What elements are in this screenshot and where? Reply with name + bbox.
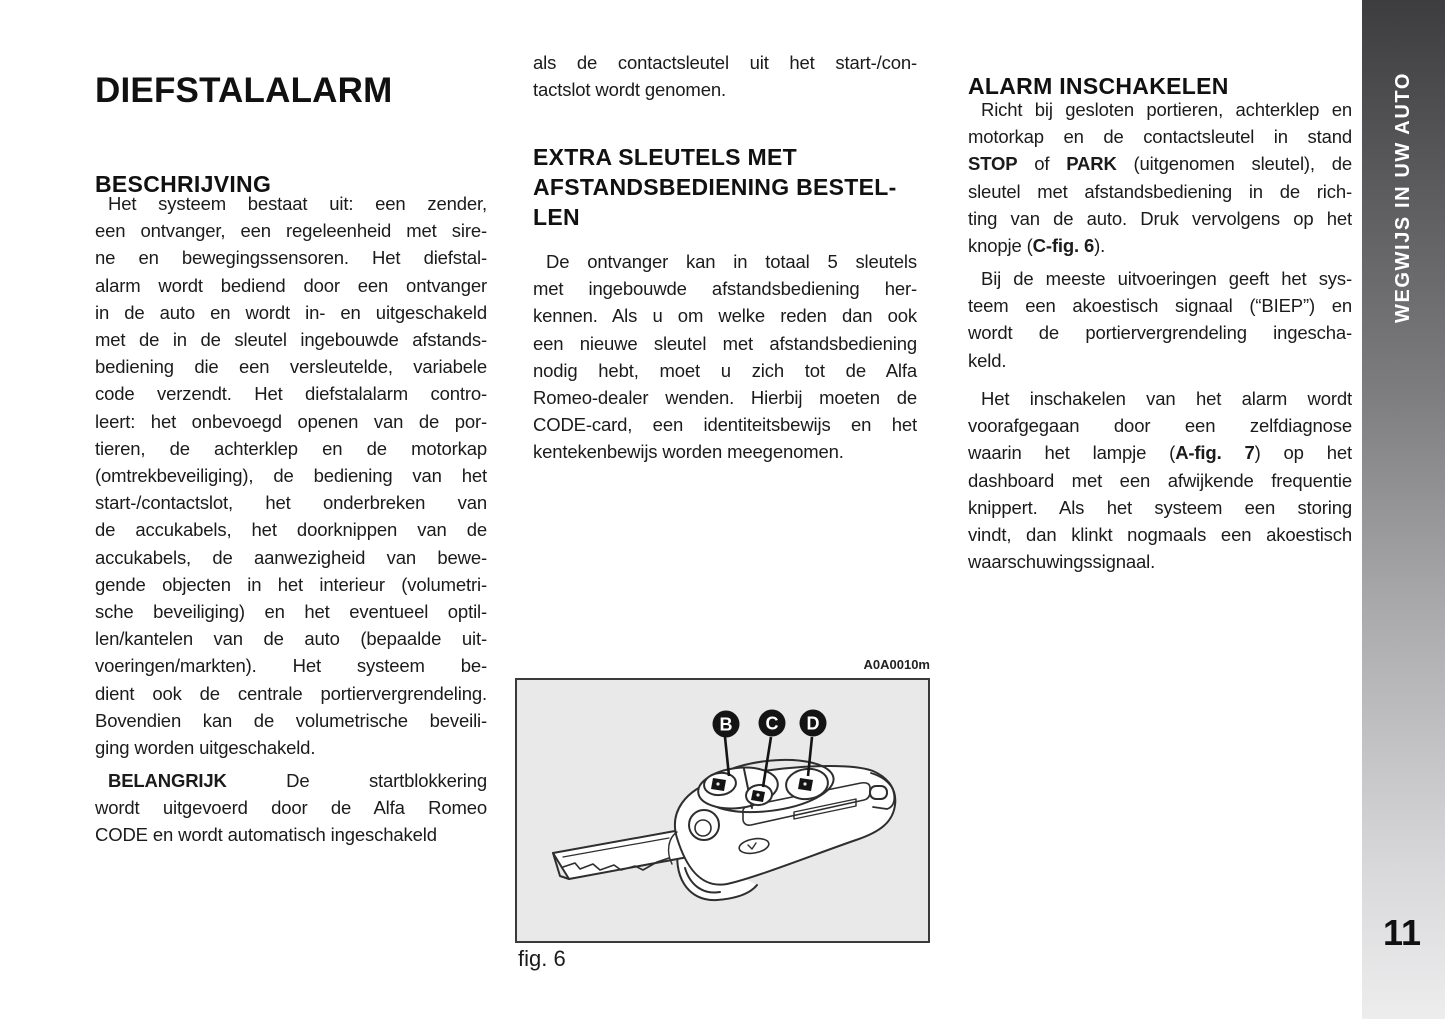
text-line [95, 794, 487, 821]
text-segment: De startblokkering [226, 770, 487, 791]
section-heading-beschrijving: BESCHRIJVING [95, 171, 272, 198]
text-segment: ting van de auto. Druk vervolgens op het [968, 207, 1352, 229]
text-line [533, 49, 917, 76]
text-segment: Bij de meeste uitvoeringen geeft het sys- [981, 268, 1352, 289]
text-segment: A-fig. 7 [1175, 442, 1255, 464]
text-segment: knippert. Als het systeem een storing [968, 496, 1352, 518]
text-segment: een ontvanger, een regeleenheid met sire- [95, 220, 487, 242]
paragraph-alarm-3 [968, 385, 1352, 575]
text-segment: voorafgegaan door een zelfdiagnose [968, 415, 1352, 437]
text-line [968, 319, 1352, 346]
text-segment: ). [1094, 235, 1106, 257]
figure-callouts [713, 710, 827, 738]
text-segment: Richt bij gesloten portieren, achterklep en [981, 99, 1352, 120]
text-segment: ) op het [1254, 442, 1352, 464]
text-segment: PARK [1066, 153, 1117, 175]
text-line [968, 205, 1352, 232]
text-line [95, 408, 487, 435]
text-segment: kentekenbewijs worden meegenomen. [533, 441, 844, 463]
text-line [968, 385, 1352, 412]
text-line [95, 767, 487, 794]
paragraph-alarm-2 [968, 265, 1352, 374]
text-segment: EXTRA SLEUTELS MET [533, 144, 797, 170]
sidebar-chapter-label-text: WEGWIJS IN UW AUTO [1392, 71, 1414, 324]
text-line [95, 272, 487, 299]
text-segment: LEN [533, 204, 580, 230]
text-segment: voeringen/markten). Het systeem be- [95, 655, 487, 677]
text-line [95, 598, 487, 625]
text-segment: alarm wordt bediend door een ontvanger [95, 274, 487, 296]
page-number: 11 [1383, 912, 1422, 953]
section-heading-alarm-inschakelen: ALARM INSCHAKELEN [968, 73, 1229, 100]
text-segment: CODE en wordt automatisch ingeschakeld [95, 824, 437, 846]
text-line [533, 411, 917, 438]
text-segment: AFSTANDSBEDIENING BESTEL- [533, 174, 897, 200]
text-segment: (omtrekbeveiliging), de bediening van het [95, 465, 487, 487]
figure-code-label: A0A0010m [863, 657, 930, 672]
text-segment: de accukabels, het doorknippen van de [95, 519, 487, 541]
text-line [968, 178, 1352, 205]
text-segment: start-/contactslot, het onderbreken van [95, 492, 487, 514]
text-segment: dient ook de centrale portiervergrendeling. [95, 682, 487, 704]
text-segment: Romeo-dealer wenden. Hierbij moeten de [533, 387, 917, 409]
text-line [968, 521, 1352, 548]
text-line [533, 202, 933, 232]
text-line [95, 353, 487, 380]
text-segment: len/kantelen van de auto (bepaalde uit- [95, 628, 487, 650]
text-segment: in de auto en wordt in- en uitgeschakeld [95, 301, 487, 323]
text-line [533, 357, 917, 384]
text-segment: tieren, de achterklep en de motorkap [95, 437, 487, 459]
text-segment: of [1017, 153, 1067, 175]
text-line [533, 438, 917, 465]
text-line [95, 625, 487, 652]
text-line [95, 190, 487, 217]
text-line [968, 548, 1352, 575]
text-segment: kennen. Als u om welke reden dan ook [533, 305, 917, 327]
text-segment: vindt, dan klinkt nogmaals een akoestisch [968, 524, 1352, 546]
text-segment: met ingebouwde afstandsbediening her- [533, 278, 917, 300]
text-line [533, 302, 917, 329]
text-line [95, 244, 487, 271]
text-segment: sleutel met afstandsbediening in de rich- [968, 180, 1352, 202]
text-line [968, 96, 1352, 123]
sidebar-chapter-label [1362, 50, 1445, 345]
text-line [95, 516, 487, 543]
callout-label-b: B [719, 714, 733, 735]
text-segment: (uitgenomen sleutel), de [1116, 153, 1352, 175]
text-segment: accukabels, de aanwezigheid van bewe- [95, 546, 487, 568]
text-segment: bediening die een versleutelde, variabele [95, 356, 487, 378]
text-segment: tactslot wordt genomen. [533, 79, 726, 101]
text-line [95, 707, 487, 734]
text-segment: wordt de portiervergrendeling ingescha- [968, 322, 1352, 344]
paragraph-alarm-1 [968, 96, 1352, 259]
text-segment: met de in de sleutel ingebouwde afstands- [95, 329, 487, 351]
text-segment: De ontvanger kan in totaal 5 sleutels [546, 251, 917, 272]
paragraph-extra-sleutels [533, 248, 917, 466]
text-line [968, 494, 1352, 521]
text-line [95, 489, 487, 516]
text-line [968, 292, 1352, 319]
text-segment: leert: het onbevoegd openen van de por- [95, 410, 487, 432]
text-segment: motorkap en de contactsleutel in stand [968, 126, 1352, 148]
text-segment: ging worden uitgeschakeld. [95, 737, 316, 759]
text-line [533, 172, 933, 202]
text-line [95, 380, 487, 407]
text-line [968, 150, 1352, 177]
paragraph-description [95, 190, 487, 761]
text-line [533, 330, 917, 357]
text-line [968, 439, 1352, 466]
text-segment: Bovendien kan de volumetrische beveili- [95, 709, 487, 731]
text-line [95, 652, 487, 679]
text-line [533, 384, 917, 411]
text-segment: als de contactsleutel uit het start-/con- [533, 52, 917, 73]
text-line [95, 821, 487, 848]
page-title: DIEFSTALALARM [95, 71, 393, 111]
callout-label-c: C [765, 713, 779, 734]
car-key-illustration [517, 680, 928, 941]
text-line [95, 462, 487, 489]
text-line [968, 232, 1352, 259]
section-heading-extra-sleutels [533, 142, 933, 232]
text-segment: dashboard met een afwijkende frequentie [968, 469, 1352, 491]
callout-label-d: D [806, 713, 820, 734]
text-segment: knopje ( [968, 235, 1033, 257]
text-line [95, 326, 487, 353]
text-segment: code verzendt. Het diefstalalarm contro- [95, 383, 487, 405]
text-segment: BELANGRIJK [108, 770, 227, 791]
paragraph-continuation [533, 49, 917, 103]
figure-caption: fig. 6 [518, 946, 566, 971]
text-line [533, 76, 917, 103]
text-segment: een nieuwe sleutel met afstandsbediening [533, 332, 917, 354]
text-segment: wordt uitgevoerd door de Alfa Romeo [95, 797, 487, 819]
text-segment: CODE-card, een identiteitsbewijs en het [533, 414, 917, 436]
text-line [95, 734, 487, 761]
text-segment: sche beveiliging) en het eventueel optil- [95, 601, 487, 623]
text-line [968, 123, 1352, 150]
text-segment: teem een akoestisch signaal (“BIEP”) en [968, 295, 1352, 317]
text-line [533, 142, 933, 172]
text-line [95, 299, 487, 326]
text-line [533, 275, 917, 302]
text-segment: keld. [968, 349, 1007, 371]
text-line [968, 467, 1352, 494]
text-line [95, 217, 487, 244]
text-line [95, 544, 487, 571]
paragraph-important [95, 767, 487, 849]
text-line [968, 265, 1352, 292]
text-line [95, 435, 487, 462]
text-line [95, 680, 487, 707]
text-line [968, 347, 1352, 374]
figure-box [515, 678, 930, 943]
text-segment: Het inschakelen van het alarm wordt [981, 388, 1352, 409]
text-line [95, 571, 487, 598]
text-segment: Het systeem bestaat uit: een zender, [108, 193, 487, 214]
text-segment: waarin het lampje ( [968, 442, 1176, 464]
text-segment: gende objecten in het interieur (volumetri- [95, 573, 487, 595]
text-line [968, 412, 1352, 439]
text-segment: waarschuwingssignaal. [968, 551, 1156, 573]
text-segment: STOP [968, 153, 1018, 175]
text-segment: nodig hebt, moet u zich tot de Alfa [533, 359, 917, 381]
text-line [533, 248, 917, 275]
text-segment: ne en bewegingssensoren. Het diefstal- [95, 247, 487, 269]
text-segment: C-fig. 6 [1032, 235, 1095, 257]
